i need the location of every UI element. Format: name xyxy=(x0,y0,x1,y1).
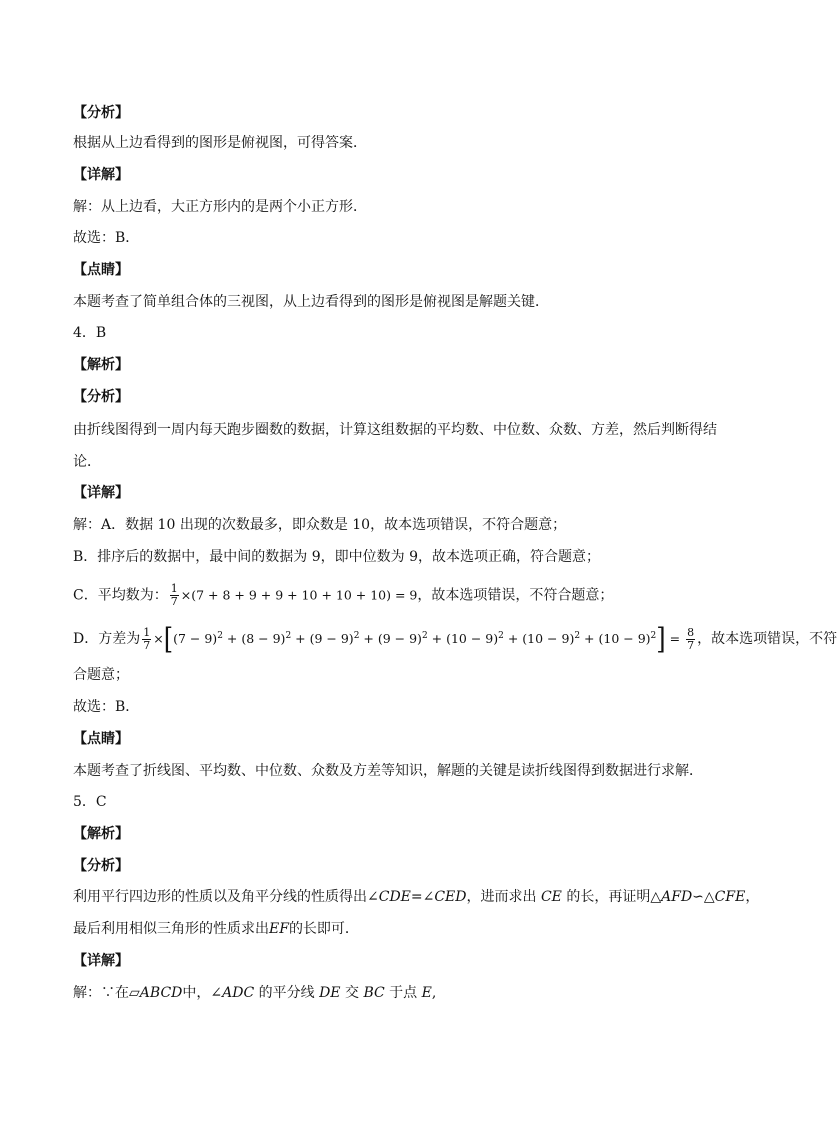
q4-analysis-line1: 由折线图得到一周内每天跑步圈数的数据，计算这组数据的平均数、中位数、众数、方差，然后判断得结 xyxy=(73,422,717,438)
q4-comment-heading: 【点睛】 xyxy=(73,731,129,747)
q4-variance-fraction xyxy=(142,627,151,652)
q5-analysis-line2: 最后利用相似三角形的性质求出EF的长即可． xyxy=(73,921,359,937)
q4-option-c-tail: ，故本选项错误，不符合题意； xyxy=(417,587,614,604)
variance-term: $(10 - 9)^2$ xyxy=(446,631,504,647)
q4-option-a: 解：A．数据 10 出现的次数最多，即众数是 10，故本选项错误，不符合题意； xyxy=(73,517,567,533)
left-bracket: [ xyxy=(163,622,174,656)
q4-option-d-line2: 合题意； xyxy=(73,667,129,683)
q5-detail-heading: 【详解】 xyxy=(73,953,129,969)
q5-number: 5．C xyxy=(73,794,107,810)
q4-mean-expression: ×(7 + 8 + 9 + 9 + 10 + 10 + 10) = 9 xyxy=(180,587,418,603)
q4-option-c-label: C．平均数为： xyxy=(73,587,168,604)
q4-analysis-heading: 【分析】 xyxy=(73,389,129,405)
q4-mean-fraction-den: 7 xyxy=(170,595,178,608)
q4-variance-fraction-num: 1 xyxy=(143,625,151,639)
similar-triangles: △AFD∽△CFE xyxy=(650,889,746,905)
segment-de: DE xyxy=(319,985,341,1001)
q4-mean-fraction xyxy=(170,583,179,608)
variance-term: $(10 - 9)^2$ xyxy=(598,631,657,647)
right-bracket: ] xyxy=(656,622,666,656)
segment-bc: BC xyxy=(363,985,385,1001)
q4-option-d-label: D．方差为 xyxy=(73,631,141,648)
q5-jiexi-heading: 【解析】 xyxy=(73,826,129,842)
variance-term: $(9 - 9)^2$ xyxy=(377,631,428,647)
angle-adc: ∠ADC xyxy=(210,985,255,1001)
q4-jiexi-heading: 【解析】 xyxy=(73,357,129,373)
parallelogram-abcd: ABCD xyxy=(139,985,183,1001)
variance-term: $(7 - 9)^2$ xyxy=(173,631,223,647)
q3-analysis-text: 根据从上边看得到的图形是俯视图，可得答案． xyxy=(73,135,367,151)
q3-comment-text: 本题考查了简单组合体的三视图，从上边看得到的图形是俯视图是解题关键． xyxy=(73,294,549,310)
q4-option-d: D．方差为 $\frac{1}{7}$ $\times[(7 - 9)^2 + (8 - 9)^2 + (9 - 9)^2 + (9 - 9)^2 + (10 - 9)^2 + (10 - 9)^2 + (10 - 9)^2]$ = $\frac{8}{7}$ ，故本选项错误，不符 xyxy=(73,622,837,656)
q4-variance-fraction-den: 7 xyxy=(143,638,151,652)
q3-detail-heading: 【详解】 xyxy=(73,167,129,183)
q4-analysis-line2: 论． xyxy=(73,454,101,470)
q4-option-c xyxy=(73,583,613,608)
variance-term: $(8 - 9)^2$ xyxy=(241,631,292,647)
variance-term: $(9 - 9)^2$ xyxy=(309,631,360,647)
q4-detail-heading: 【详解】 xyxy=(73,485,129,501)
q4-option-b: B．排序后的数据中，最中间的数据为 9，即中位数为 9，故本选项正确，符合题意； xyxy=(73,549,601,565)
q3-detail-text: 解：从上边看，大正方形内的是两个小正方形． xyxy=(73,199,367,215)
segment-ce: CE xyxy=(540,889,562,905)
variance-term: $(10 - 9)^2$ xyxy=(522,631,581,647)
q5-analysis-heading: 【分析】 xyxy=(73,858,129,874)
point-e: E xyxy=(421,985,432,1001)
angle-expression: ∠CDE=∠CED xyxy=(367,889,467,905)
q4-variance-result xyxy=(686,627,695,652)
q4-variance-result-den: 7 xyxy=(687,638,695,652)
q4-comment-text: 本题考查了折线图、平均数、中位数、众数及方差等知识，解题的关键是读折线图得到数据进行求解． xyxy=(73,763,703,779)
segment-ef: EF xyxy=(269,921,289,937)
q4-option-d-tail: ，故本选项错误，不符 xyxy=(697,631,837,648)
q5-analysis-line1: 利用平行四边形的性质以及角平分线的性质得出∠CDE=∠CED，进而求出 CE 的长，再证明△AFD∽△CFE， xyxy=(73,889,760,905)
q3-analysis-heading: 【分析】 xyxy=(73,105,129,121)
q4-mean-fraction-num: 1 xyxy=(170,582,178,595)
q4-number: 4．B xyxy=(73,325,107,341)
q4-variance-result-num: 8 xyxy=(687,625,695,639)
q5-detail-text: 解：∵在▱ABCD中，∠ADC 的平分线 DE 交 BC 于点 E, xyxy=(73,985,437,1001)
q3-comment-heading: 【点睛】 xyxy=(73,262,129,278)
q4-choice: 故选：B． xyxy=(73,699,140,715)
q3-choice: 故选：B． xyxy=(73,230,140,246)
